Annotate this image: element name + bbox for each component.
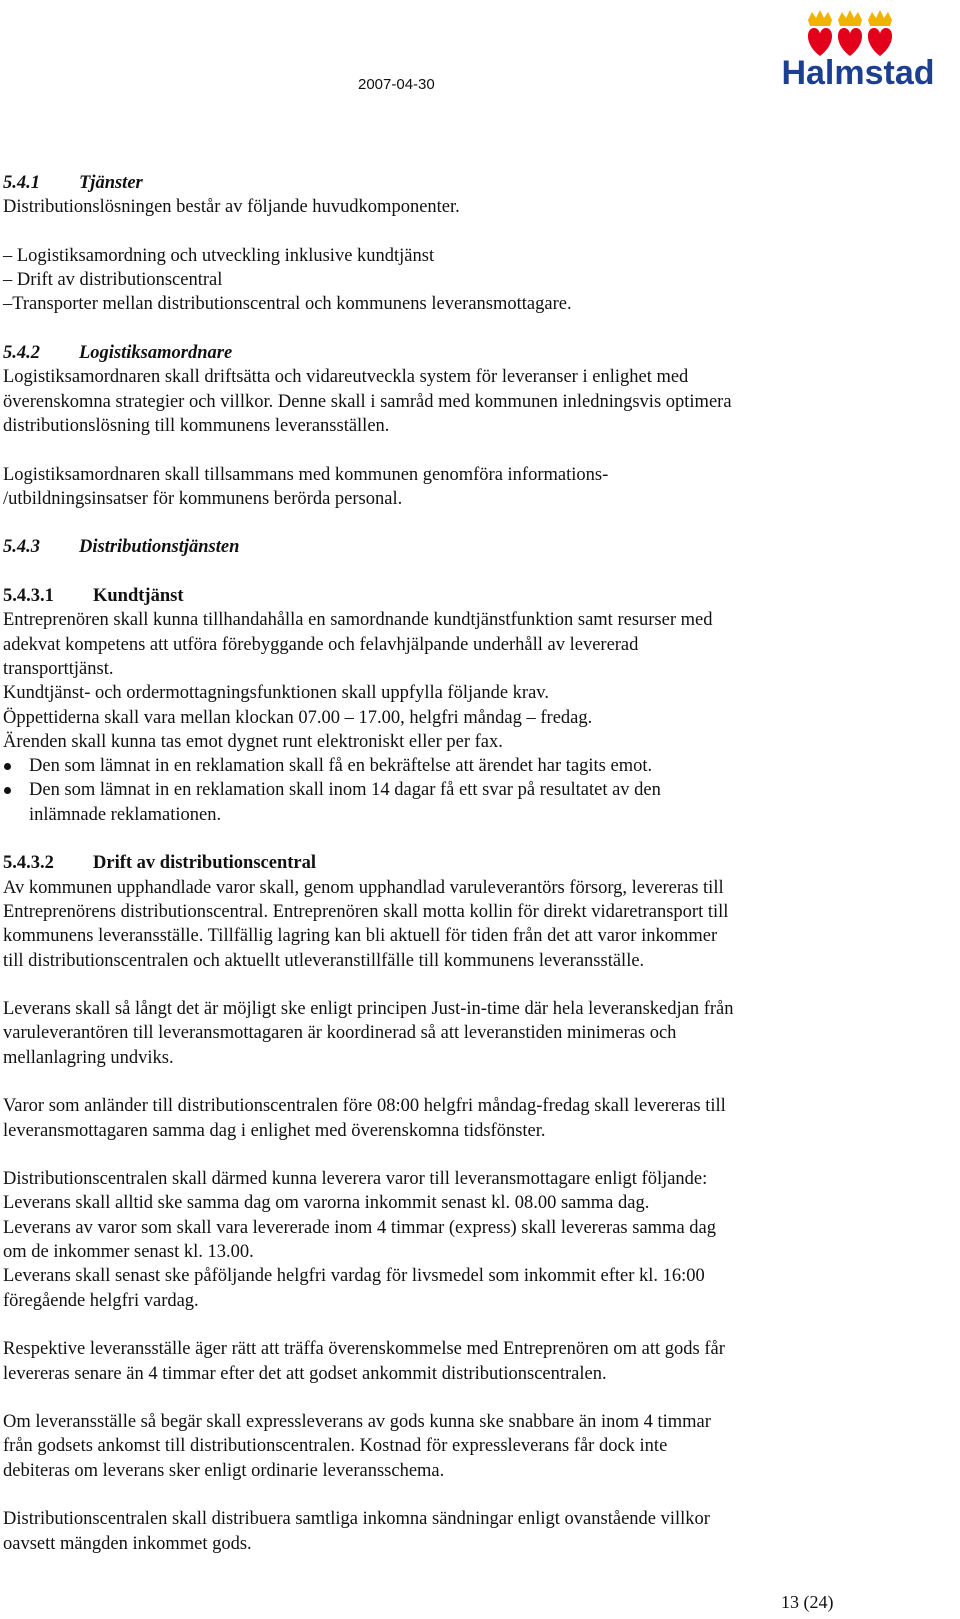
halmstad-logo xyxy=(768,10,950,92)
text-line: Leverans skall senast ske påföljande helgfri vardag för livsmedel som inkommit efter kl. 16:00 xyxy=(3,1266,705,1287)
crown-icon xyxy=(808,10,892,26)
text-line: Kundtjänst- och ordermottagningsfunktionen skall uppfylla följande krav. xyxy=(3,683,549,704)
text-line: Entreprenören skall kunna tillhandahålla en samordnande kundtjänstfunktion samt resurser med xyxy=(3,610,713,631)
document-body xyxy=(3,171,863,1556)
section-paragraphs xyxy=(3,876,863,1556)
text-line: debiteras om leverans sker enligt ordinarie leveransschema. xyxy=(3,1460,445,1481)
text-line: Distributionscentralen skall därmed kunna leverera varor till leveransmottagare enligt följande: xyxy=(3,1169,708,1190)
text-line: föregående helgfri vardag. xyxy=(3,1290,199,1311)
bullet-list xyxy=(3,754,863,827)
text-line: Entreprenörens distributionscentral. Entreprenören skall motta kollin för direkt vidaretransport till xyxy=(3,901,729,922)
halmstad-logo-graphic xyxy=(768,10,950,92)
text-line: om de inkommer senast kl. 13.00. xyxy=(3,1242,254,1263)
text-line: Varor som anländer till distributionscentralen före 08:00 helgfri måndag-fredag skall levereras till xyxy=(3,1096,726,1117)
text-line: Logistiksamordnaren skall tillsammans med kommunen genomföra informations- xyxy=(3,464,609,485)
subsection-heading: 5.4.3.1 Kundtjänst xyxy=(3,586,184,607)
text-line: överenskomna strategier och villkor. Denne skall i samråd med kommunen inledningsvis optimera xyxy=(3,391,732,412)
list-item: – Drift av distributionscentral xyxy=(3,270,223,291)
text-line: Logistiksamordnaren skall driftsätta och vidareutveckla system för leveranser i enlighet med xyxy=(3,367,689,388)
text-line: Av kommunen upphandlade varor skall, genom upphandlad varuleverantörs försorg, levereras till xyxy=(3,877,724,898)
text-line: Öppettiderna skall vara mellan klockan 07.00 – 17.00, helgfri måndag – fredag. xyxy=(3,707,593,728)
text-line: varuleverantören till leveransmottagaren är koordinerad så att leveranstiden minimeras och xyxy=(3,1023,677,1044)
text-line: levereras senare än 4 timmar efter det att godset ankommit distributionscentralen. xyxy=(3,1363,607,1384)
text-line: transporttjänst. xyxy=(3,658,114,679)
paragraph: Distributionslösningen består av följande huvudkomponenter. xyxy=(3,197,460,218)
text-line: mellanlagring undviks. xyxy=(3,1047,174,1068)
text-line: Leverans skall alltid ske samma dag om varorna inkommit senast kl. 08.00 samma dag. xyxy=(3,1193,650,1214)
text-line: distributionslösning till kommunens leveransställen. xyxy=(3,415,390,436)
section-heading: 5.4.1 Tjänster xyxy=(3,173,143,193)
page-number: 13 (24) xyxy=(781,1592,834,1612)
text-line: Respektive leveransställe äger rätt att träffa överenskommelse med Entreprenören om att gods får xyxy=(3,1339,725,1360)
list-item: –Transporter mellan distributionscentral och kommunens leveransmottagare. xyxy=(3,294,572,315)
text-line: oavsett mängden inkommet gods. xyxy=(3,1533,252,1554)
text-line: Ärenden skall kunna tas emot dygnet runt elektroniskt eller per fax. xyxy=(3,731,503,752)
text-line: Leverans av varor som skall vara levererade inom 4 timmar (express) skall levereras samma dag xyxy=(3,1217,716,1238)
text-line: Om leveransställe så begär skall expressleverans av gods kunna ske snabbare än inom 4 timmar xyxy=(3,1412,711,1433)
text-line: adekvat kompetens att utföra förebyggande och felavhjälpande underhåll av levererad xyxy=(3,634,639,655)
text-line: leveransmottagaren samma dag i enlighet med överenskomna tidsfönster. xyxy=(3,1120,546,1141)
section-heading: 5.4.2 Logistiksamordnare xyxy=(3,343,233,364)
document-date: 2007-04-30 xyxy=(358,76,435,93)
text-line: /utbildningsinsatser för kommunens berörda personal. xyxy=(3,488,403,509)
text-line: från godsets ankomst till distributionscentralen. Kostnad för expressleverans får dock inte xyxy=(3,1436,668,1457)
heart-icon xyxy=(808,28,892,56)
text-line: Distributionscentralen skall distribuera samtliga inkomna sändningar enligt ovanstående villkor xyxy=(3,1509,710,1530)
subsection-heading: 5.4.3.2 Drift av distributionscentral xyxy=(3,853,317,874)
text-line: Leverans skall så långt det är möjligt ske enligt principen Just-in-time där hela leveranskedjan från xyxy=(3,999,734,1020)
text-line: till distributionscentralen och aktuellt utleveranstillfälle till kommunens leveransställe. xyxy=(3,950,645,971)
list-item: – Logistiksamordning och utveckling inklusive kundtjänst xyxy=(3,245,435,266)
bullet-item: Den som lämnat in en reklamation skall inom 14 dagar få ett svar på resultatet av den inlämnade reklamationen. xyxy=(3,778,863,827)
bullet-item: Den som lämnat in en reklamation skall få en bekräftelse att ärendet har tagits emot. xyxy=(3,754,863,778)
text-line: kommunens leveransställe. Tillfällig lagring kan bli aktuell för tiden från det att varor inkommer xyxy=(3,926,718,947)
section-heading: 5.4.3 Distributionstjänsten xyxy=(3,537,240,558)
logo-wordmark: Halmstad xyxy=(781,54,935,92)
